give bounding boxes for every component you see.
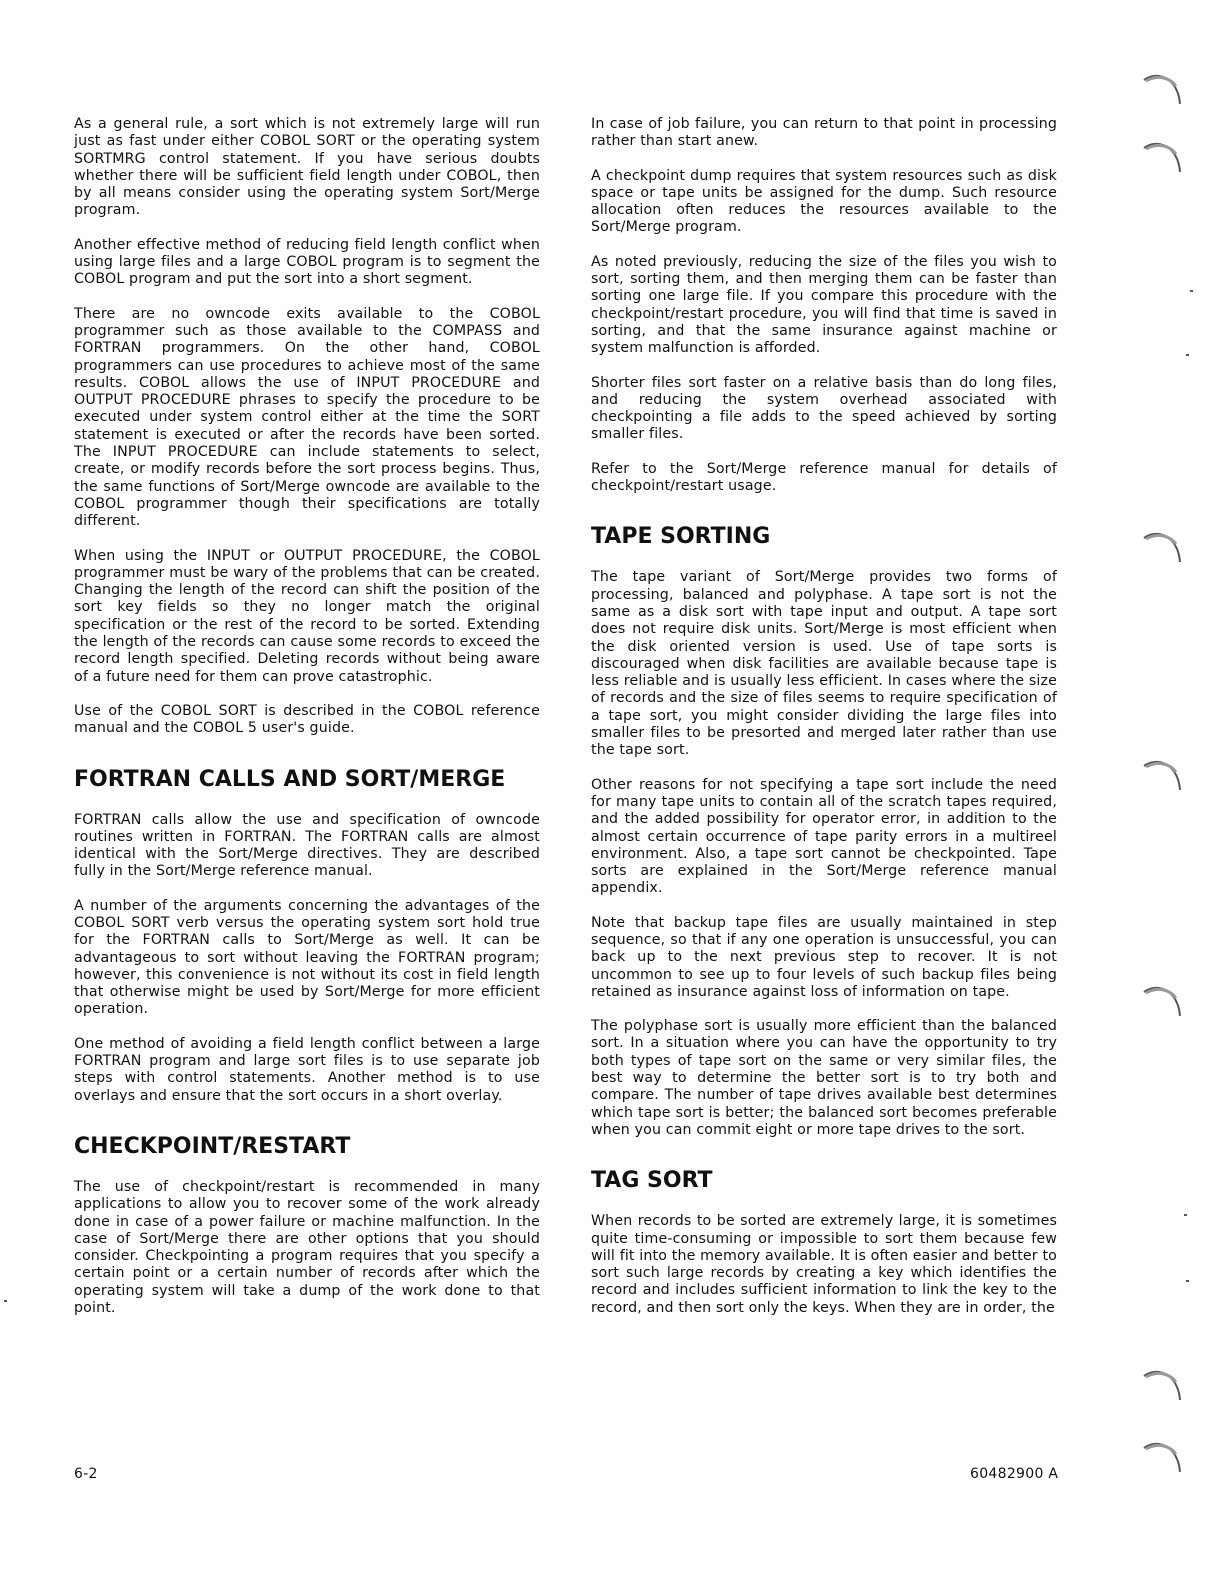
paragraph: The polyphase sort is usually more efficient than the balanced sort. In a situation where you can have the opportunity to try both types of tape sort on the same or very similar files, the best way to determine the better sort is to try both and compare. The number of tape drives available best determines which tape sort is better; the balanced sort becomes preferable when you can commit eight or more tape drives to the sort. <box>591 1018 1057 1138</box>
scan-speck <box>1186 1280 1189 1282</box>
right-column <box>591 116 1057 1334</box>
paragraph: FORTRAN calls allow the use and specification of owncode routines written in FORTRAN. The FORTRAN calls are almost identical with the Sort/Merge directives. They are described fully in the Sort/Merge reference manual. <box>74 811 540 880</box>
paragraph: Shorter files sort faster on a relative basis than do long files, and reducing the system overhead associated with checkpointing a file adds to the speed achieved by sorting smaller files. <box>591 374 1057 443</box>
paragraph: Refer to the Sort/Merge reference manual for details of checkpoint/restart usage. <box>591 460 1057 495</box>
binder-hole-mark-icon <box>1140 984 1184 1024</box>
paragraph: Use of the COBOL SORT is described in the COBOL reference manual and the COBOL 5 user's guide. <box>74 702 540 737</box>
paragraph: When records to be sorted are extremely large, it is sometimes quite time-consuming or impossible to sort them because few will fit into the memory available. It is often easier and better to sort such large records by creating a key which identifies the record and includes sufficient information to link the key to the record, and then sort only the keys. When they are in order, the <box>591 1213 1057 1316</box>
page-number: 6-2 <box>74 1466 98 1482</box>
binder-hole-mark-icon <box>1140 758 1184 798</box>
paragraph: The tape variant of Sort/Merge provides two forms of processing, balanced and polyphase. A tape sort is not the same as a disk sort with tape input and output. A tape sort does not require disk units. Sort/Merge is most efficient when the disk oriented version is used. Use of tape sorts is discouraged when disk facilities are available because tape is less reliable and is usually less efficient. In cases where the size of records and the size of files seems to require specification of a tape sort, you might consider dividing the large files into smaller files to be presorted and merged later rather than use the tape sort. <box>591 569 1057 759</box>
section-heading-checkpoint-restart: CHECKPOINT/RESTART <box>74 1133 351 1159</box>
paragraph: In case of job failure, you can return to that point in processing rather than start anew. <box>591 116 1057 150</box>
binder-hole-mark-icon <box>1140 530 1184 570</box>
left-column <box>74 116 540 1334</box>
paragraph: A checkpoint dump requires that system resources such as disk space or tape units be assigned for the dump. Such resource allocation often reduces the resources available to the Sort/Merge program. <box>591 167 1057 236</box>
paragraph: The use of checkpoint/restart is recommended in many applications to allow you to recover some of the work already done in case of a power failure or machine malfunction. In the case of Sort/Merge there are other options that you should consider. Checkpointing a program requires that you specify a certain point or a certain number of records after which the operating system will take a dump of the work done to that point. <box>74 1178 540 1317</box>
binder-hole-mark-icon <box>1140 1368 1184 1408</box>
paragraph: One method of avoiding a field length conflict between a large FORTRAN program and large sort files is to use separate job steps with control statements. Another method is to use overlays and ensure that the sort occurs in a short overlay. <box>74 1035 540 1104</box>
binder-hole-mark-icon <box>1140 72 1184 112</box>
binder-hole-mark-icon <box>1140 1440 1184 1480</box>
scan-speck <box>1184 1214 1187 1216</box>
scan-speck <box>4 1300 7 1302</box>
paragraph: A number of the arguments concerning the advantages of the COBOL SORT verb versus the operating system sort hold true for the FORTRAN calls to Sort/Merge as well. It can be advantageous to sort without leaving the FORTRAN program; however, this convenience is not without its cost in field length that otherwise might be used by Sort/Merge for more efficient operation. <box>74 897 540 1018</box>
paragraph: Another effective method of reducing field length conflict when using large files and a large COBOL program is to segment the COBOL program and put the sort into a short segment. <box>74 236 540 288</box>
section-heading-tape-sorting: TAPE SORTING <box>591 524 771 550</box>
paragraph: There are no owncode exits available to the COBOL programmer such as those available to the COMPASS and FORTRAN programmers. On the other hand, COBOL programmers can use procedures to achieve most of the same results. COBOL allows the use of INPUT PROCEDURE and OUTPUT PROCEDURE phrases to specify the procedure to be executed under system control either at the time the SORT statement is executed or after the records have been sorted. The INPUT PROCEDURE can include statements to select, create, or modify records before the sort process begins. Thus, the same functions of Sort/Merge owncode are available to the COBOL programmer though their specifications are totally different. <box>74 305 540 530</box>
paragraph: When using the INPUT or OUTPUT PROCEDURE, the COBOL programmer must be wary of the problems that can be created. Changing the length of the record can shift the position of the sort key fields so they no longer match the original specification or the rest of the record to be sorted. Extending the length of the records can cause some records to exceed the record length specified. Deleting records without being aware of a future need for them can prove catastrophic. <box>74 547 540 685</box>
scan-speck <box>1186 354 1189 356</box>
paragraph: As noted previously, reducing the size of the files you wish to sort, sorting them, and then merging them can be faster than sorting one large file. If you compare this procedure with the checkpoint/restart procedure, you will find that time is saved in sorting, and that the same insurance against machine or system malfunction is afforded. <box>591 253 1057 357</box>
binder-hole-mark-icon <box>1140 140 1184 180</box>
section-heading-fortran-calls: FORTRAN CALLS AND SORT/MERGE <box>74 766 506 792</box>
document-number: 60482900 A <box>970 1466 1059 1482</box>
scan-speck <box>1190 290 1193 292</box>
section-heading-tag-sort: TAG SORT <box>591 1168 713 1194</box>
paragraph: Note that backup tape files are usually maintained in step sequence, so that if any one operation is unsuccessful, you can back up to the next previous step to recover. It is not uncommon to see up to four levels of such backup files being retained as insurance against loss of information on tape. <box>591 914 1057 1000</box>
paragraph: As a general rule, a sort which is not extremely large will run just as fast under either COBOL SORT or the operating system SORTMRG control statement. If you have serious doubts whether there will be sufficient field length under COBOL, then by all means consider using the operating system Sort/Merge program. <box>74 116 540 219</box>
paragraph: Other reasons for not specifying a tape sort include the need for many tape units to contain all of the scratch tapes required, and the added possibility for operator error, in addition to the almost certain occurrence of tape parity errors in a multireel environment. Also, a tape sort cannot be checkpointed. Tape sorts are explained in the Sort/Merge reference manual appendix. <box>591 776 1057 897</box>
